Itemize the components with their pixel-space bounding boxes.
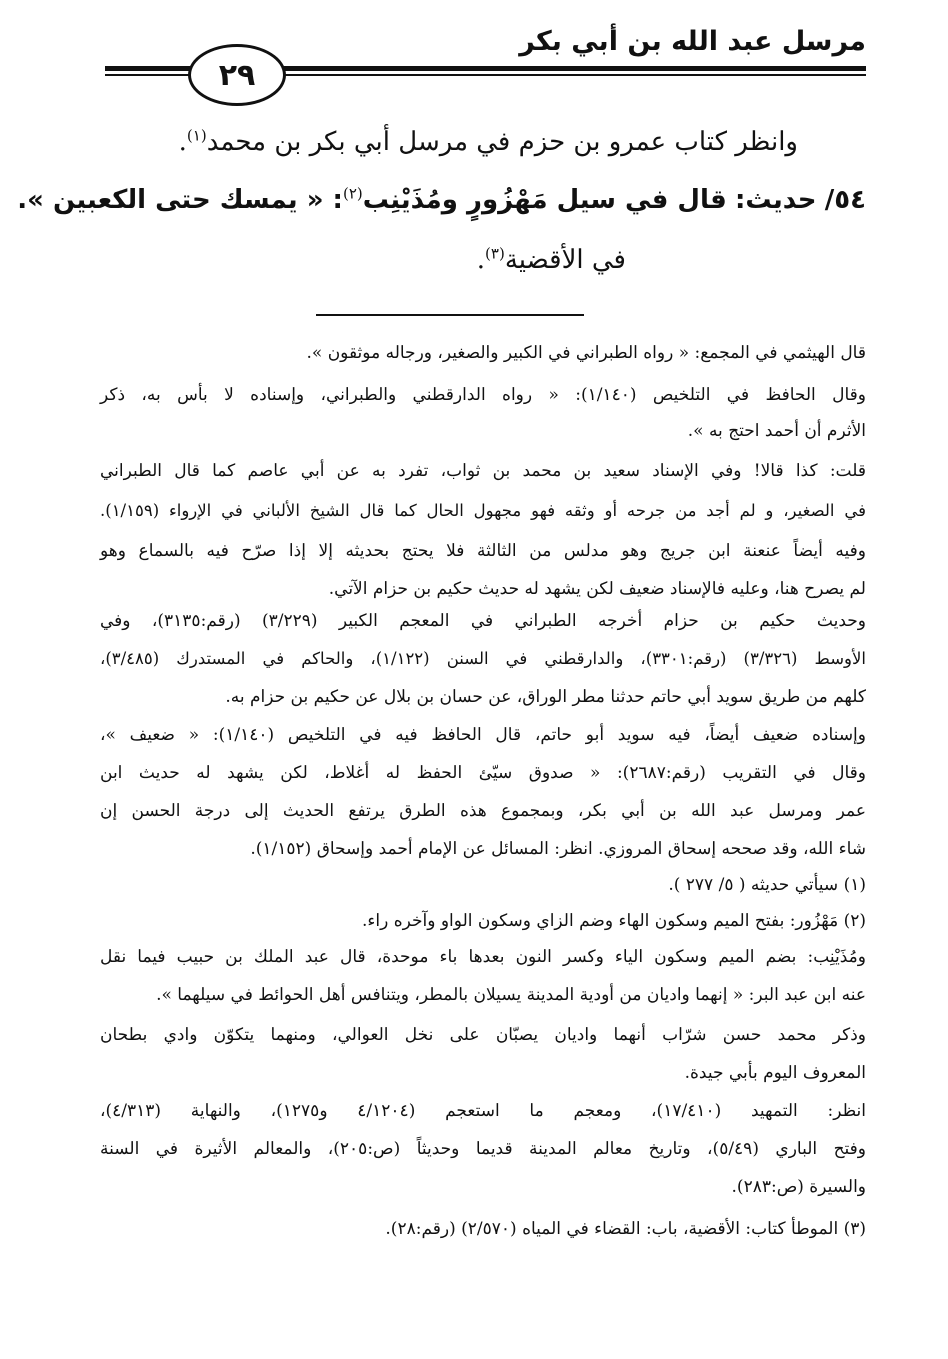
footnote-line: قال الهيثمي في المجمع: « رواه الطبراني في الكبير والصغير، ورجاله موثقون ». <box>306 343 866 363</box>
running-title: مرسل عبد الله بن أبي بكر <box>519 26 866 57</box>
footnote-line: وفتح الباري (٥/٤٩)، وتاريخ معالم المدينة قديما وحديثاً (ص:٢٠٥)، والمعالم الأثيرة في السنة <box>100 1139 867 1159</box>
footnote-line: وذكر محمد حسن شرّاب أنهما واديان يصبّان على نخل العوالي، ومنهما يتكوّن وادي بطحان <box>100 1025 866 1045</box>
footnote-line: ومُذَيْنِب: بضم الميم وسكون الياء وكسر النون بعدها باء موحدة، قال عبد الملك بن حبيب فيما نقل <box>100 947 866 967</box>
hadith-number: ٥٤/ <box>824 185 866 215</box>
footnote-line: وقال الحافظ في التلخيص (١/١٤٠): « رواه الدارقطني والطبراني، وإسناده لا بأس به، ذكر <box>100 385 866 405</box>
footnote-line: والسيرة (ص:٢٨٣). <box>731 1177 866 1197</box>
main-line-1-text: وانظر كتاب عمرو بن حزم في مرسل أبي بكر بن محمد <box>206 127 798 157</box>
footnote-line: لم يصرح هنا، وعليه فالإسناد ضعيف لكن يشهد له حديث حكيم بن حزام الآتي. <box>328 579 866 599</box>
footnote-line: وإسناده ضعيف أيضاً، فيه سويد أبو حاتم، قال الحافظ فيه في التلخيص (١/١٤٠): « ضعيف »، <box>100 725 866 745</box>
main-line-3 <box>95 240 626 280</box>
footnote-line: وحديث حكيم بن حزام أخرجه الطبراني في المعجم الكبير (٣/٢٢٩) (رقم:٣١٣٥)، وفي <box>100 611 866 631</box>
footnote-line: وقال في التقريب (رقم:٢٦٨٧): « صدوق سيّئ الحفظ له أغلاط، لكن يشهد له حديث ابن <box>100 763 866 783</box>
footnote-ref-2: (٢) <box>342 184 363 203</box>
hadith-title: قال في سيل مَهْزُورٍ ومُذَيْنِب <box>362 185 727 215</box>
footnote-line: الأوسط (٣/٣٢٦) (رقم:٣٣٠١)، والدارقطني في السنن (١/١٢٢)، والحاكم في المستدرك (٣/٤٨٥)، <box>100 649 866 668</box>
footnote-line: (٢) مَهْزُور: بفتح الميم وسكون الهاء وضم الزاي وسكون الواو وآخره راء. <box>361 911 866 931</box>
footnote-line: كلهم من طريق سويد أبي حاتم حدثنا مطر الوراق، عن حسان بن بلال عن حكيم بن حزام به. <box>225 687 866 707</box>
footnote-line: عنه ابن عبد البر: « إنهما واديان من أودية المدينة يسيلان بالمطر، ويتنافس أهل الحوائط في سيلهما ». <box>156 985 866 1005</box>
main-line-1-end: . <box>178 127 187 157</box>
footnote-separator <box>316 314 584 316</box>
footnote-line: (١) سيأتي حديثه ( ٥/ ٢٧٧ ). <box>668 875 866 895</box>
page-number: ٢٩ <box>218 57 256 93</box>
main-line-3-text: في الأقضية <box>504 245 626 275</box>
footnote-ref-1: (١) <box>186 126 207 145</box>
footnote-line: عمر ومرسل عبد الله بن أبي بكر، وبمجموع هذه الطرق يرتفع الحديث إلى درجة الحسن إن <box>100 801 866 821</box>
main-line-1 <box>95 122 798 162</box>
footnote-line: انظر: التمهيد (١٧/٤١٠)، ومعجم ما استعجم (٤/١٢٠٤ و١٢٧٥)، والنهاية (٤/٣١٣)، <box>100 1101 866 1121</box>
main-line-3-end: . <box>476 245 486 275</box>
footnote-line: (٣) الموطأ كتاب: الأقضية، باب: القضاء في المياه (٢/٥٧٠) (رقم:٢٨). <box>385 1219 866 1239</box>
footnote-line: المعروف اليوم بأبي جيدة. <box>684 1063 866 1083</box>
footnote-line: وفيه أيضاً عنعنة ابن جريج وهو مدلس من الثالثة فلا يحتج بحديثه إلا إذا صرّح فيه بالسماع وهو <box>100 541 866 561</box>
hadith-label: حديث: <box>735 185 817 215</box>
hadith-text: : « يمسك حتى الكعبين ». <box>17 185 343 215</box>
footnote-line: في الصغير، و لم أجد من جرحه أو وثقه فهو مجهول الحال كما قال الشيخ الألباني في الإرواء (١/١٥٩). <box>100 501 866 520</box>
footnote-line: قلت: كذا قالا! وفي الإسناد سعيد بن محمد بن ثواب، تفرد به عن أبي عاصم كما قال الطبراني <box>100 461 866 481</box>
page-number-badge <box>188 44 286 106</box>
hadith-heading <box>17 180 866 220</box>
footnote-line: شاء الله، وقد صححه إسحاق المروزي. انظر: المسائل عن الإمام أحمد وإسحاق (١/١٥٢). <box>250 839 866 859</box>
footnote-ref-3: (٣) <box>485 244 505 263</box>
footnote-line: الأثرم أن أحمد احتج به ». <box>687 421 866 441</box>
